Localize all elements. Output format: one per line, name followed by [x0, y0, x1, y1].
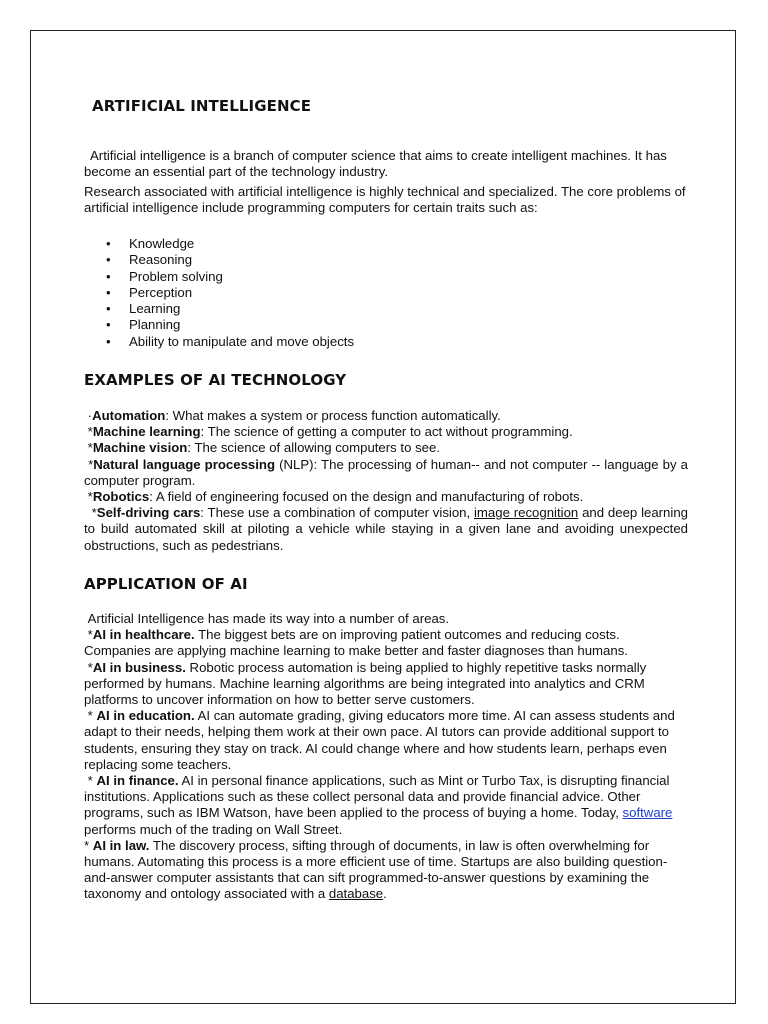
list-item: • Knowledge: [106, 236, 195, 251]
example-automation: ·Automation: What makes a system or process function automatically.: [87, 408, 501, 423]
application-education: * AI in education. AI can automate grading, giving educators more time. AI can assess students and adapt to their needs, helping them work at their own pace. AI tutors can provide additional support to students, ensuring they stay on track. AI could change where and how students learn, perhaps even replacing some teachers.: [84, 708, 675, 772]
example-machine-vision: *Machine vision: The science of allowing computers to see.: [87, 440, 441, 456]
list-item: • Planning: [106, 317, 181, 333]
list-item: • Problem solving: [106, 268, 223, 284]
application-heading: APPLICATION OF AI: [84, 575, 248, 593]
example-nlp: *Natural language processing (NLP): The processing of human-- and not computer -- language by a computer program.: [84, 456, 688, 488]
application-finance: * AI in finance. AI in personal finance applications, such as Mint or Turbo Tax, is disrupting financial institutions. Applications such as these collect personal data and provide financial advice. Other programs, such as IBM Watson, have been applied to the process of buying a home. Today, software performs much of the trading on Wall Street.: [84, 773, 673, 837]
application-law: * AI in law. The discovery process, sifting through of documents, in law is often overwhelming for humans. Automating this process is a more efficient use of time. Startups are also building question-and-answer computer assistants that can sift programmed-to-answer questions by examining the taxonomy and ontology associated with a database.: [84, 837, 668, 902]
database-link[interactable]: database: [328, 886, 384, 902]
examples-block: [84, 408, 688, 554]
page-title: ARTIFICIAL INTELLIGENCE: [92, 97, 312, 115]
software-link[interactable]: software: [622, 805, 673, 821]
image-recognition-link[interactable]: image recognition: [474, 505, 579, 521]
list-item: • Reasoning: [106, 252, 193, 268]
example-machine-learning: *Machine learning: The science of getting a computer to act without programming.: [87, 424, 573, 440]
application-block: [84, 611, 688, 903]
examples-heading: EXAMPLES OF AI TECHNOLOGY: [84, 371, 347, 389]
application-healthcare: *AI in healthcare. The biggest bets are on improving patient outcomes and reducing costs. Companies are applying machine learning to make better and faster diagnoses than humans.: [84, 627, 628, 659]
intro-paragraph-1: Artificial intelligence is a branch of computer science that aims to create intelligent machines. It has become an essential part of the technology industry.: [84, 148, 667, 180]
list-item: • Learning: [106, 301, 181, 317]
application-intro: Artificial Intelligence has made its way into a number of areas.: [87, 611, 450, 626]
intro-paragraph-2: Research associated with artificial intelligence is highly technical and specialized. The core problems of artificial intelligence include programming computers for certain traits such as:: [84, 184, 686, 216]
traits-list: [84, 236, 354, 350]
example-robotics: *Robotics: A field of engineering focused on the design and manufacturing of robots.: [87, 489, 584, 505]
list-item: • Ability to manipulate and move objects: [106, 333, 355, 349]
application-business: *AI in business. Robotic process automation is being applied to highly repetitive tasks normally performed by humans. Machine learning algorithms are being integrated into analytics and CRM platforms to uncover information on how to better serve customers.: [84, 659, 647, 708]
document-page: [30, 30, 736, 1004]
example-self-driving-cars: *Self-driving cars: These use a combination of computer vision, image recognition and deep learning to build automated skill at piloting a vehicle while staying in a given lane and avoiding unexpected obstructions, such as pedestrians.: [84, 505, 688, 553]
list-item: • Perception: [106, 284, 193, 300]
